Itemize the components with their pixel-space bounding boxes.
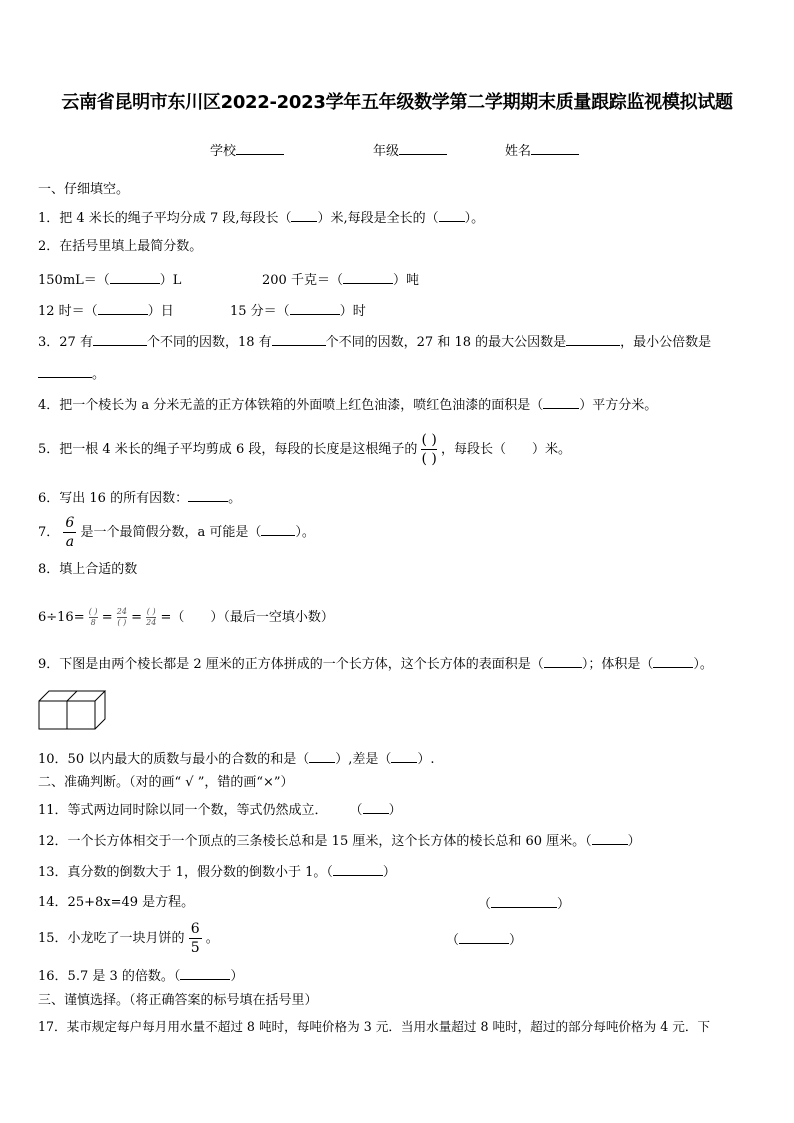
q13-blank[interactable] xyxy=(333,862,383,876)
q3-blank-4[interactable] xyxy=(38,364,92,378)
question-1: 1．把 4 米长的绳子平均分成 7 段,每段长（ ）米,每段是全长的（ ）。 xyxy=(38,208,484,228)
q2c-blank[interactable] xyxy=(98,301,148,315)
q11-blank[interactable] xyxy=(363,800,389,814)
q8-fraction-2[interactable]: $\frac{24}{( )}$ xyxy=(116,607,127,627)
page-title: 云南省昆明市东川区2022-2023学年五年级数学第二学期期末质量跟踪监视模拟试题 xyxy=(61,92,733,113)
cube-right-front xyxy=(67,701,95,729)
section-1-heading: 一、仔细填空。 xyxy=(38,182,130,197)
question-5: 5．把一根 4 米长的绳子平均剪成 6 段，每段的长度是这根绳子的 ( ) ( ) ，每段长（ ）米。 xyxy=(38,432,572,467)
question-3: 3．27 有 个不同的因数，18 有 个不同的因数，27 和 18 的最大公因数是 ，最小公倍数是 xyxy=(38,332,711,352)
question-6: 6．写出 16 的所有因数： 。 xyxy=(38,488,241,508)
question-3-end: 。 xyxy=(38,364,105,384)
q8-fraction-3[interactable]: $\frac{( )}{24}$ xyxy=(146,607,157,627)
question-15: 15．小龙吃了一块月饼的 $\frac{6}{5}$ 。 xyxy=(38,921,219,956)
question-8: 8．填上合适的数 xyxy=(38,562,138,577)
q15-blank[interactable] xyxy=(459,930,509,944)
q12-blank[interactable] xyxy=(592,831,628,845)
question-13: 13．真分数的倒数大于 1，假分数的倒数小于 1。（ ） xyxy=(38,862,396,882)
question-14-answer: （ ） xyxy=(478,894,570,914)
name-field[interactable]: 姓名 xyxy=(505,140,579,159)
q3-blank-1[interactable] xyxy=(93,332,147,346)
q8-fraction-1[interactable]: $\frac{( )}{8}$ xyxy=(88,607,98,627)
section-3-heading: 三、谨慎选择。（将正确答案的标号填在括号里） xyxy=(38,993,318,1008)
q5-fraction-blank[interactable]: ( ) ( ) xyxy=(421,432,437,467)
question-2a: 150mL＝（ ）L xyxy=(38,270,181,290)
q9-blank-1[interactable] xyxy=(544,654,582,668)
q10-blank-2[interactable] xyxy=(391,749,417,763)
cuboid-top-divider xyxy=(67,691,77,701)
q16-blank[interactable] xyxy=(180,966,230,980)
question-7: 7． $\frac{6}{a}$ 是一个最简假分数，a 可能是（ ）。 xyxy=(38,515,315,550)
cuboid-figure xyxy=(38,690,110,732)
q10-blank-1[interactable] xyxy=(309,749,335,763)
question-2: 2．在括号里填上最简分数。 xyxy=(38,239,203,254)
q14-blank[interactable] xyxy=(491,894,557,908)
grade-field[interactable]: 年级 xyxy=(373,140,447,159)
question-17: 17．某市规定每户每月用水量不超过 8 吨时，每吨价格为 3 元．当用水量超过 8 吨时，超过的部分每吨价格为 4 元．下 xyxy=(38,1019,711,1034)
q2d-blank[interactable] xyxy=(290,301,340,315)
question-2d: 15 分＝（ ）时 xyxy=(230,301,366,321)
question-15-answer: （ ） xyxy=(446,930,522,950)
question-12: 12．一个长方体相交于一个顶点的三条棱长总和是 15 厘米，这个长方体的棱长总和 60 厘米。（ ） xyxy=(38,831,641,851)
question-2c: 12 时＝（ ）日 xyxy=(38,301,174,321)
school-field[interactable]: 学校 xyxy=(210,140,284,159)
q2b-blank[interactable] xyxy=(343,270,393,284)
q1-blank-2[interactable] xyxy=(439,208,465,222)
q4-blank[interactable] xyxy=(543,395,579,409)
q7-blank[interactable] xyxy=(261,522,295,536)
question-14: 14．25+8x=49 是方程。 xyxy=(38,895,195,910)
q1-blank-1[interactable] xyxy=(291,208,317,222)
q3-blank-3[interactable] xyxy=(566,332,620,346)
cube-left-front xyxy=(39,701,67,729)
q3-blank-2[interactable] xyxy=(272,332,326,346)
q6-blank[interactable] xyxy=(188,488,228,502)
q2a-blank[interactable] xyxy=(110,270,160,284)
question-16: 16．5.7 是 3 的倍数。（ ） xyxy=(38,966,243,986)
q15-fraction: $\frac{6}{5}$ xyxy=(190,921,200,956)
question-4: 4．把一个棱长为 a 分米无盖的正方体铁箱的外面喷上红色油漆，喷红色油漆的面积是（ ）平方分米。 xyxy=(38,395,657,415)
question-2b: 200 千克＝（ ）吨 xyxy=(262,270,419,290)
question-9: 9．下图是由两个棱长都是 2 厘米的正方体拼成的一个长方体，这个长方体的表面积是（ ）；体积是（ ）。 xyxy=(38,654,713,674)
q9-blank-2[interactable] xyxy=(653,654,693,668)
question-8-equation: 6÷16= $\frac{( )}{8}$ = $\frac{24}{( )}$ = $\frac{( )}{24}$ =（ ）（最后一空填小数） xyxy=(38,607,334,627)
q7-fraction: $\frac{6}{a}$ xyxy=(65,515,75,550)
question-11: 11．等式两边同时除以同一个数，等式仍然成立． （ ） xyxy=(38,800,402,820)
section-2-heading: 二、准确判断。（对的画“ √ ”，错的画“×”） xyxy=(38,775,294,790)
question-10: 10．50 以内最大的质数与最小的合数的和是（ ）,差是（ ）. xyxy=(38,749,435,769)
